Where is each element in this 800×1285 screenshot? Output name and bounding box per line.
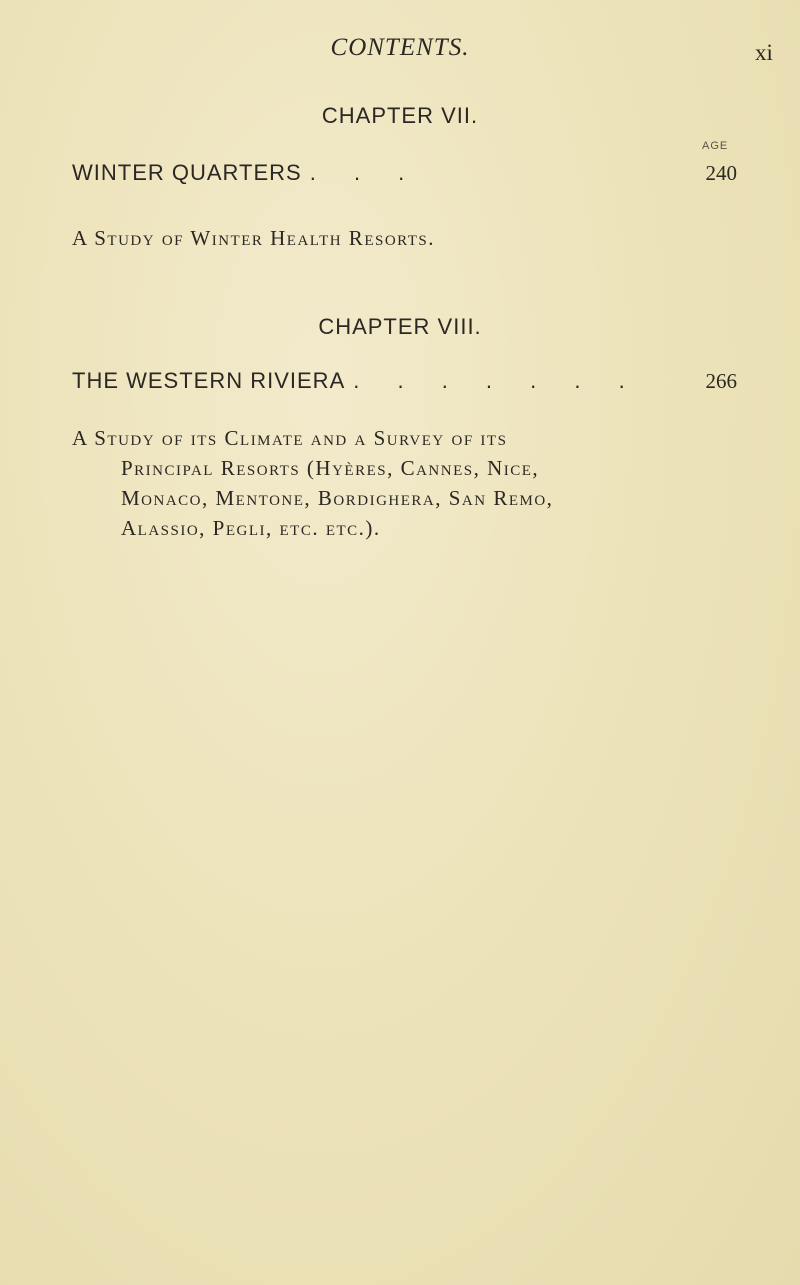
description-line: Principal Resorts (Hyères, Cannes, Nice, xyxy=(121,456,540,480)
toc-entry xyxy=(72,160,737,186)
description-line: A Study of its Climate and a Survey of its xyxy=(72,426,508,450)
toc-entry xyxy=(72,368,737,394)
dot-leaders: . . . . . . . xyxy=(353,368,641,393)
chapter-heading: CHAPTER VIII. xyxy=(318,314,482,339)
entry-title: WINTER QUARTERS xyxy=(72,160,302,185)
chapter-heading: CHAPTER VII. xyxy=(321,103,479,128)
entry-page-number: 266 xyxy=(705,369,737,393)
running-title: CONTENTS. xyxy=(330,34,470,61)
description-line: A Study of Winter Health Resorts. xyxy=(72,226,436,250)
entry-title: THE WESTERN RIVIERA xyxy=(72,368,346,393)
description-line: Alassio, Pegli, etc. etc.). xyxy=(121,516,381,540)
description-line: Monaco, Mentone, Bordighera, San Remo, xyxy=(121,486,554,510)
entry-page-number: 240 xyxy=(705,161,737,185)
chapter-description xyxy=(72,223,435,253)
page-column-label: AGE xyxy=(702,140,729,152)
dot-leaders: . . . xyxy=(309,160,421,185)
page-number: xi xyxy=(755,40,773,65)
chapter-description xyxy=(72,423,553,543)
